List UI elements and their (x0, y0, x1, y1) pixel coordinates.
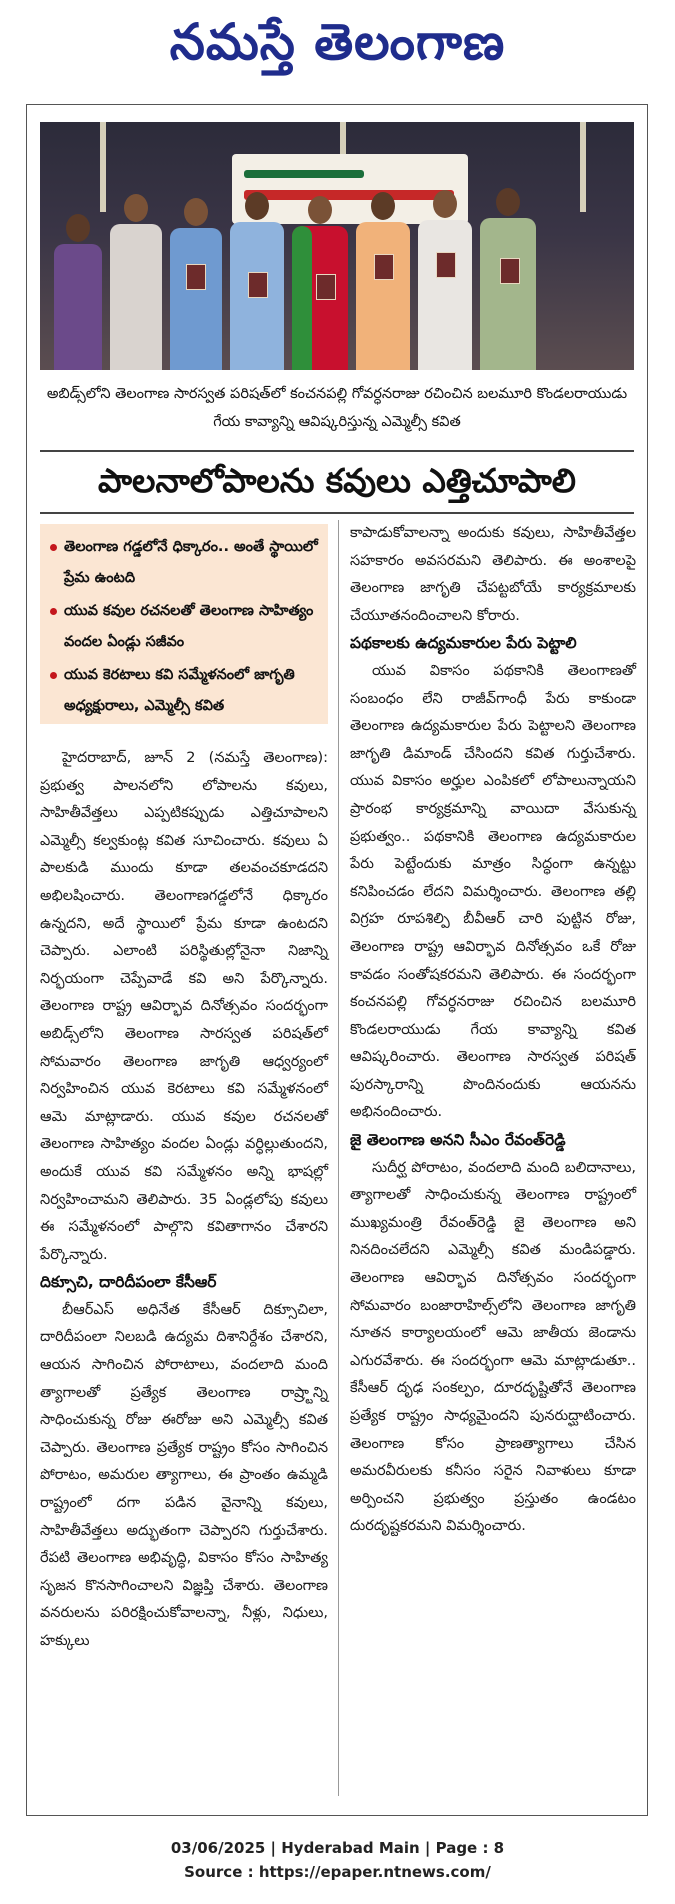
body-paragraph: హైదరాబాద్, జూన్ 2 (నమస్తే తెలంగాణ): ప్రభుత్వ పాలనలోని లోపాలను కవులు, సాహితీవేత్తలు ఎప్పటికప్పుడు ఎత్తిచూపాలని ఎమ్మెల్సీ కల్వకుంట్ల కవిత సూచించారు. కవులు ఏ పాలకుడి ముందు కూడా తలవంచకూడదని అభిలషించారు. తెలంగాణగడ్డలోనే ధిక్కారం ఉన్నదని, అదే స్థాయిలో ప్రేమ కూడా ఉంటదని చెప్పారు. ఎలాంటి పరిస్థితుల్లోనైనా నిజాన్ని నిర్భయంగా చెప్పేవాడే కవి అని పేర్కొన్నారు. తెలంగాణ రాష్ట్ర ఆవిర్భావ దినోత్సవం సందర్భంగా అబిడ్స్‌లోని తెలంగాణ సారస్వత పరిషత్‌లో సోమవారం తెలంగాణ జాగృతి ఆధ్వర్యంలో నిర్వహించిన యువ కెరటాలు కవి సమ్మేళనంలో ఆమె మాట్లాడారు. యువ కవుల రచనలతో తెలంగాణ సాహిత్యం వందల ఏండ్లు వర్ధిల్లుతుందని, అందుకే యువ కవి సమ్మేళనం అన్ని భాషల్లో నిర్వహించామని తెలిపారు. 35 ఏండ్లలోపు కవులు ఈ సమ్మేళనంలో పాల్గొని కవితాగానం చేశారని పేర్కొన్నారు. (40, 750, 328, 1263)
event-photo (40, 122, 634, 370)
highlight-item: యువ కవుల రచనలతో తెలంగాణ సాహిత్యం వందల ఏండ్లు సజీవం (50, 596, 320, 658)
highlight-item: యువ కెరటాలు కవి సమ్మేళనంలో జాగృతి అధ్యక్షురాలు, ఎమ్మెల్సీ కవిత (50, 660, 320, 722)
column-divider (338, 520, 339, 1796)
subheading: దిక్సూచి, దారిదీపంలా కేసీఆర్ (40, 1273, 217, 1292)
page-footer (0, 1836, 675, 1884)
body-paragraph: కాపాడుకోవాలన్నా అందుకు కవులు, సాహితీవేత్తల సహకారం అవసరమని తెలిపారు. ఈ అంశాలపై తెలంగాణ జాగృతి చేపట్టబోయే కార్యక్రమాలకు చేయూతనందించాలని కోరారు. (350, 525, 636, 624)
subheading: జై తెలంగాణ అనని సీఎం రేవంత్‌రెడ్డి (350, 1131, 566, 1150)
subheading: పథకాలకు ఉద్యమకారుల పేరు పెట్టాలి (350, 634, 577, 653)
source-link[interactable]: Source : https://epaper.ntnews.com/ (184, 1863, 491, 1881)
bullet-icon (50, 608, 57, 615)
article-headline: పాలనాలోపాలను కవులు ఎత్తిచూపాలి (40, 450, 634, 514)
bullet-icon (50, 544, 57, 551)
left-column (40, 745, 328, 1656)
highlights-box (40, 524, 328, 724)
body-paragraph: యువ వికాసం పథకానికి తెలంగాణతో సంబంధం లేని రాజీవ్‌గాంధీ పేరు కాకుండా తెలంగాణ ఉద్యమకారుల పేరు పెట్టాలని తెలంగాణ జాగృతి డిమాండ్ చేసిందని కవిత గుర్తుచేశారు. యువ వికాసం అర్హుల ఎంపికలో లోపాలున్నాయని ప్రారంభ కార్యక్రమాన్ని వాయిదా వేసుకున్న ప్రభుత్వం.. పథకానికి తెలంగాణ ఉద్యమకారుల పేరు పెట్టేందుకు మాత్రం సిద్ధంగా ఉన్నట్టు కనిపించడం లేదని విమర్శించారు. తెలంగాణ తల్లి విగ్రహ రూపశిల్పి బీవీఆర్ చారి పుట్టిన రోజు, తెలంగాణ రాష్ట్ర ఆవిర్భావ దినోత్సవం ఒకే రోజు కావడం సంతోషకరమని తెలిపారు. ఈ సందర్భంగా కంచనపల్లి గోవర్ధనరాజు రచించిన బలమూరి కొండలరాయుడు గేయ కావ్యాన్ని కవిత ఆవిష్కరించారు. తెలంగాణ సారస్వత పరిషత్ పురస్కారాన్ని పొందినందుకు ఆయనను అభినందించారు. (350, 662, 636, 1121)
right-column (350, 520, 636, 1541)
edition-info: 03/06/2025 | Hyderabad Main | Page : 8 (170, 1839, 505, 1857)
body-paragraph: బీఆర్‌ఎస్ అధినేత కేసీఆర్ దిక్సూచిలా, దారిదీపంలా నిలబడి ఉద్యమ దిశానిర్దేశం చేశారని, ఆయన సాగించిన పోరాటాలు, వందలాది మంది త్యాగాలతో ప్రత్యేక తెలంగాణ రాష్ర్టాన్ని సాధించుకున్న రోజు ఈరోజు అని ఎమ్మెల్సీ కవిత చెప్పారు. తెలంగాణ ప్రత్యేక రాష్ట్రం కోసం సాగించిన పోరాటం, అమరుల త్యాగాలు, ఈ ప్రాంతం ఉమ్మడి రాష్ట్రంలో దగా పడిన వైనాన్ని కవులు, సాహితీవేత్తలు అద్భుతంగా చెప్పారని గుర్తుచేశారు. రేపటి తెలంగాణ అభివృద్ధి, వికాసం కోసం సాహిత్య సృజన కొనసాగించాలని విజ్ఞప్తి చేశారు. తెలంగాణ వనరులను పరిరక్షించుకోవాలన్నా, నీళ్లు, నిధులు, హక్కులు (40, 1301, 328, 1649)
photo-caption: అబిడ్స్‌లోని తెలంగాణ సారస్వత పరిషత్‌లో కంచనపల్లి గోవర్ధనరాజు రచించిన బలమూరి కొండలరాయుడు గేయ కావ్యాన్ని ఆవిష్కరిస్తున్న ఎమ్మెల్సీ కవిత (46, 386, 628, 430)
highlight-item: తెలంగాణ గడ్డలోనే ధిక్కారం.. అంతే స్థాయిలో ప్రేమ ఉంటది (50, 532, 320, 594)
bullet-icon (50, 672, 57, 679)
body-paragraph: సుదీర్ఘ పోరాటం, వందలాది మంది బలిదానాలు, త్యాగాలతో సాధించుకున్న తెలంగాణ రాష్ట్రంలో ముఖ్యమంత్రి రేవంత్‌రెడ్డి జై తెలంగాణ అని నినదించలేదని ఎమ్మెల్సీ కవిత మండిపడ్డారు. తెలంగాణ ఆవిర్భావ దినోత్సవం సందర్భంగా సోమవారం బంజారాహిల్స్‌లోని తెలంగాణ జాగృతి నూతన కార్యాలయంలో ఆమె జాతీయ జెండాను ఎగురవేశారు. ఈ సందర్భంగా ఆమె మాట్లాడుతూ.. కేసీఆర్ దృఢ సంకల్పం, దూరదృష్టితోనే తెలంగాణ ప్రత్యేక రాష్ట్రం సాధ్యమైందని పునరుద్ఘాటించారు. తెలంగాణ కోసం ప్రాణత్యాగాలు చేసిన అమరవీరులకు కనీసం సరైన నివాళులు కూడా అర్పించని ప్రభుత్వం ప్రస్తుతం ఉండటం దురదృష్టకరమని విమర్శించారు. (350, 1159, 636, 1535)
newspaper-masthead: నమస్తే తెలంగాణ (169, 12, 506, 71)
